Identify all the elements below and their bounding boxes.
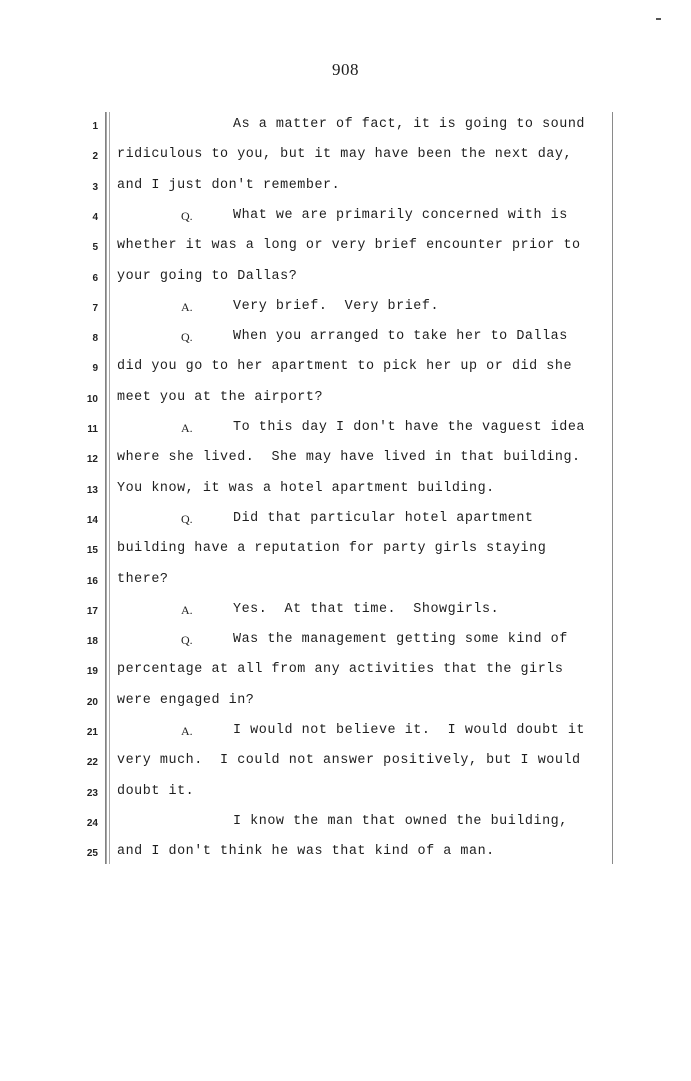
page-number: 908 [332,60,359,79]
line-number: 12 [86,454,98,465]
transcript-line: Did that particular hotel apartment [233,511,534,526]
transcript-line: ridiculous to you, but it may have been the next day, [117,147,573,162]
transcript-line: and I don't think he was that kind of a man. [117,844,495,859]
transcript-line: You know, it was a hotel apartment building. [117,481,495,496]
line-number: 15 [86,545,98,556]
transcript-line: whether it was a long or very brief encounter prior to [117,238,581,253]
line-number: 8 [92,333,98,344]
left-margin-rule [105,112,107,864]
line-number: 3 [92,182,98,193]
line-number: 18 [86,636,98,647]
question-mark-label: Q. [181,633,193,647]
transcript-line: I know the man that owned the building, [233,814,568,829]
line-number: 13 [86,485,98,496]
transcript-line: As a matter of fact, it is going to sound [233,117,586,132]
line-number: 7 [92,303,98,314]
transcript-line: I would not believe it. I would doubt it [233,723,586,738]
transcript-line: and I just don't remember. [117,178,341,193]
transcript-line: To this day I don't have the vaguest idea [233,420,586,435]
line-number: 2 [92,151,98,162]
transcript-line: meet you at the airport? [117,390,324,405]
transcript-line: Very brief. Very brief. [233,299,440,314]
line-number: 20 [86,697,98,708]
line-number: 5 [92,242,98,253]
line-number: 1 [92,121,98,132]
question-mark-label: Q. [181,512,193,526]
line-number: 9 [92,363,98,374]
transcript-line: your going to Dallas? [117,269,298,284]
transcript-line: Yes. At that time. Showgirls. [233,602,500,617]
answer-mark-label: A. [181,421,193,435]
question-mark-label: Q. [181,209,193,223]
transcript-line: there? [117,572,169,587]
line-number: 4 [92,212,98,223]
line-number: 21 [86,727,98,738]
transcript-line: did you go to her apartment to pick her up or did she [117,359,573,374]
line-number: 14 [86,515,98,526]
transcript-line: doubt it. [117,784,195,799]
line-number: 11 [87,424,98,435]
answer-mark-label: A. [181,724,193,738]
line-number: 22 [86,757,98,768]
line-number: 19 [86,666,98,677]
line-number: 23 [86,788,98,799]
transcript-line: where she lived. She may have lived in that building. [117,450,581,465]
transcript-line: Was the management getting some kind of [233,632,568,647]
left-margin-rule-inner [109,112,110,864]
scan-mark [656,18,661,20]
line-number: 17 [86,606,98,617]
question-mark-label: Q. [181,330,193,344]
transcript-line: were engaged in? [117,693,255,708]
line-number: 25 [86,848,98,859]
right-margin-rule [612,112,613,864]
line-number: 24 [86,818,98,829]
transcript-line: building have a reputation for party girls staying [117,541,547,556]
line-number: 6 [92,273,98,284]
answer-mark-label: A. [181,603,193,617]
answer-mark-label: A. [181,300,193,314]
transcript-line: percentage at all from any activities that the girls [117,662,564,677]
transcript-line: very much. I could not answer positively, but I would [117,753,581,768]
line-number: 10 [86,394,98,405]
line-number: 16 [86,576,98,587]
transcript-line: What we are primarily concerned with is [233,208,568,223]
transcript-line: When you arranged to take her to Dallas [233,329,568,344]
